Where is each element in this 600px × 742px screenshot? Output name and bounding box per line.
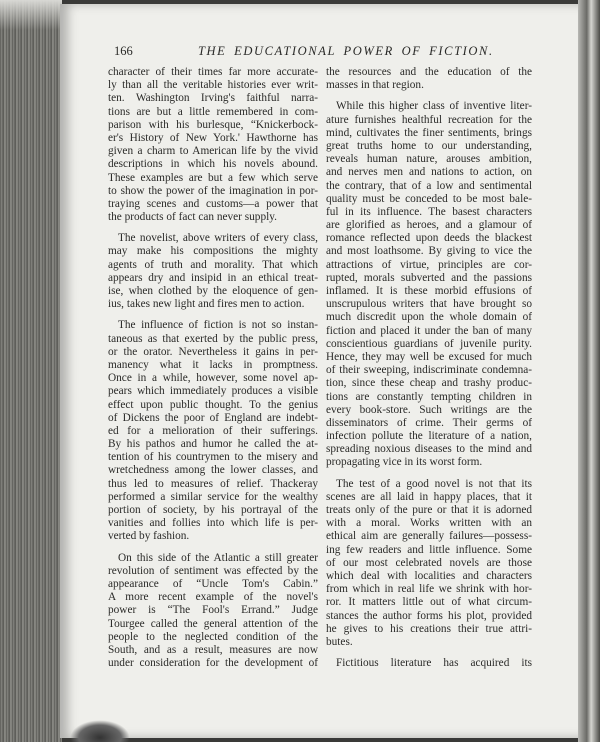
text-line: infection pollute the literature of a nation, — [326, 430, 532, 443]
text-line: The test of a good novel is not that its — [336, 477, 532, 490]
text-line: parison with his burlesque, “Knickerbock- — [108, 118, 318, 131]
text-line: power is “The Fool's Errand.” Judge — [108, 604, 318, 617]
text-line: agents of truth and morality. That which — [108, 258, 318, 271]
text-line: A more recent example of the novel's — [108, 591, 318, 604]
text-line: attractions of virtue, principles are cor- — [326, 258, 532, 271]
text-line: of our most celebrated novels are those — [326, 556, 532, 569]
text-line: ed for a melioration of their sufferings. — [108, 424, 318, 437]
text-line: disseminators of crime. Their germs of — [326, 416, 532, 429]
text-line: Tourgee called the general attention of the — [108, 617, 318, 630]
text-line: to show the power of the imagination in por- — [108, 184, 318, 197]
text-line: The novelist, above writers of every class, — [118, 232, 318, 245]
text-line: the contrary, that of a low and sentimental — [326, 179, 532, 192]
text-line: spreading noxious diseases to the mind and — [326, 443, 532, 456]
text-line: and most loathsome. By giving to vice the — [326, 245, 532, 258]
text-line: thus led to measures of relief. Thackeray — [108, 477, 318, 490]
text-line: with a moral. Works written with an — [326, 517, 532, 530]
text-line: descriptions in which his novels abound. — [108, 158, 318, 171]
paragraph — [326, 478, 532, 649]
text-line: the resources and the education of the — [326, 66, 532, 78]
text-line: stances the author forms his plot, provided — [326, 609, 532, 622]
text-line: These examples are but a few which serve — [108, 171, 318, 184]
text-line: rupted, morals subverted and the passions — [326, 271, 532, 284]
text-line: ten. Washington Irving's faithful narra- — [108, 92, 318, 105]
text-line: On this side of the Atlantic a still greater — [118, 551, 318, 564]
text-line: ature furnishes healthful recreation for the — [326, 113, 532, 126]
text-line: effect upon public thought. To the genius — [108, 398, 318, 411]
text-line: performed a similar service for the wealthy — [108, 490, 318, 503]
text-line: traying scenes and customs—a power that — [108, 197, 318, 210]
text-line: masses in that region. — [326, 79, 424, 92]
text-line: By his pathos and humor he called the at- — [108, 438, 318, 451]
right-text-column — [326, 66, 532, 678]
text-line: may make his compositions the mighty — [108, 245, 318, 258]
text-line: scenes are all laid in happy places, that it — [326, 490, 532, 503]
text-line: While this higher class of inventive liter- — [336, 100, 532, 113]
spine-highlight — [0, 0, 62, 30]
text-line: ror. It matters little out of what circum- — [326, 596, 532, 609]
text-line: tion, since these cheap and trashy produc- — [326, 377, 532, 390]
text-line: from which in real life we shrink with hor- — [326, 583, 532, 596]
text-line: conscientious guardians of juvenile purity. — [326, 337, 532, 350]
text-line: character of their times far more accurate- — [108, 66, 318, 78]
text-line: Fictitious literature has acquired its — [336, 657, 532, 670]
text-line: taneous as that exerted by the public press, — [108, 332, 318, 345]
text-line: and nerves men and nations to action, on — [326, 166, 532, 179]
text-line: or the orator. Nevertheless it gains in per- — [108, 345, 318, 358]
text-line: romance reflected upon deeds the blackest — [326, 232, 532, 245]
paragraph — [108, 552, 318, 671]
text-line: under consideration for the development of — [108, 657, 318, 670]
paragraph — [326, 100, 532, 469]
paragraph — [108, 319, 318, 543]
text-line: manency what it lacks in promptness. — [108, 358, 318, 371]
text-line: the products of fact can never supply. — [108, 211, 277, 224]
text-line: revolution of sentiment was effected by the — [108, 564, 318, 577]
text-line: verted by fashion. — [108, 530, 190, 543]
text-line: butes. — [326, 635, 353, 648]
text-line: pears which immediately produces a visible — [108, 385, 318, 398]
page-number: 166 — [114, 44, 133, 58]
text-line: every book-store. Such writings are the — [326, 403, 532, 416]
thumb-shadow — [70, 720, 130, 742]
text-line: reveals human nature, arouses ambition, — [326, 153, 532, 166]
text-line: wretchedness among the lower classes, and — [108, 464, 318, 477]
text-line: South, and as a result, measures are now — [108, 643, 318, 656]
text-line: ful in its influence. The basest characters — [326, 205, 532, 218]
text-line: propagating vice in its worst form. — [326, 456, 483, 469]
text-line: given a charm to American life by the vivid — [108, 145, 318, 158]
text-line: tions are constantly tempting children in — [326, 390, 532, 403]
text-line: portion of society, by his portrayal of the — [108, 504, 318, 516]
text-line: inflamed. It is these morbid effusions of — [326, 285, 532, 297]
text-line: er's History of New York.' Hawthorne has — [108, 131, 318, 144]
paragraph — [326, 66, 532, 92]
text-line: fiction and placed it under the ban of many — [326, 324, 532, 337]
text-line: ius, takes new light and fires men to action. — [108, 298, 305, 311]
running-header — [108, 44, 534, 60]
text-line: unscrupulous writers that have brought so — [326, 298, 532, 311]
text-line: of their sweeping, indiscriminate condemna- — [326, 364, 532, 377]
text-line: vanities and follies into which life is per- — [108, 517, 318, 530]
text-line: appearance of “Uncle Tom's Cabin.” — [108, 577, 318, 590]
left-text-column — [108, 66, 318, 678]
text-line: ing few readers and little influence. Some — [326, 543, 532, 556]
paragraph — [108, 232, 318, 311]
text-line: appears dry and insipid in an ethical treat- — [108, 271, 318, 284]
text-line: are glorified as heroes, and a glamour of — [326, 219, 532, 232]
text-line: quality must be conceded to be most bale- — [326, 192, 532, 205]
running-title: THE EDUCATIONAL POWER OF FICTION. — [198, 44, 494, 58]
text-line: which deal with localities and characters — [326, 569, 532, 582]
text-line: tions are but a little remembered in com- — [108, 105, 318, 118]
page-right-edge — [578, 0, 600, 742]
text-line: ethical aim are generally failures—possess- — [326, 530, 532, 543]
paragraph — [326, 657, 532, 670]
text-line: people to the neglected condition of the — [108, 630, 318, 643]
text-line: The influence of fiction is not so instan- — [118, 319, 318, 332]
text-line: much discredit upon the whole domain of — [326, 311, 532, 324]
text-line: ly than all the veritable histories ever writ- — [108, 79, 318, 92]
text-line: great truths home to our understanding, — [326, 139, 532, 152]
text-line: of Dickens the poor of England are indebt- — [108, 411, 318, 424]
text-line: mind, cultivates the finer sentiments, brings — [326, 126, 532, 139]
text-line: tention of his countrymen to the misery and — [108, 451, 318, 464]
text-line: ise, when clothed by the eloquence of gen- — [108, 285, 318, 297]
paragraph — [108, 66, 318, 224]
text-line: treats only of the pure or that it is adorned — [326, 504, 532, 516]
book-spine-edge — [0, 0, 62, 742]
text-line: Hence, they may well be excused for much — [326, 350, 532, 363]
text-line: he gives to his creations their true attri- — [326, 622, 532, 635]
text-line: Once in a while, however, some novel ap- — [108, 372, 318, 385]
